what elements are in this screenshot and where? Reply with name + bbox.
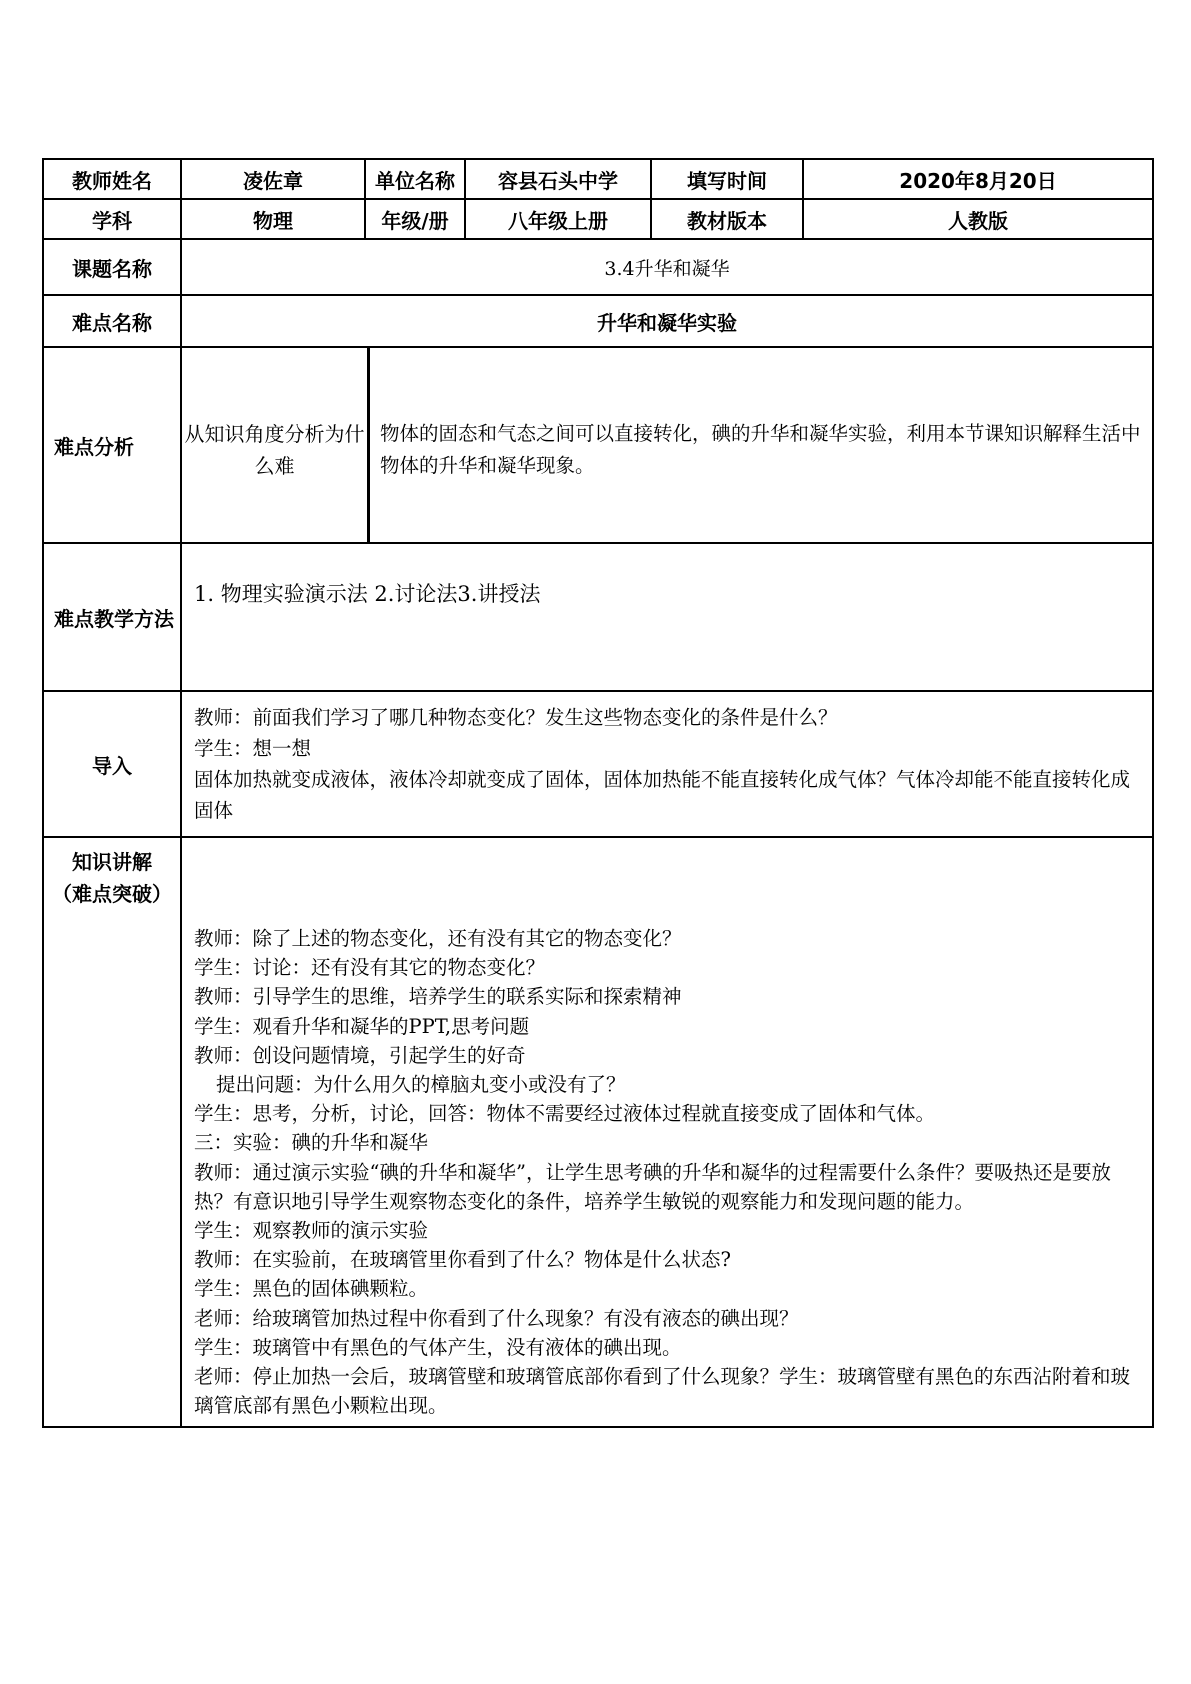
- knowledge-line: 老师：停止加热一会后，玻璃管壁和玻璃管底部你看到了什么现象？学生：玻璃管壁有黑色的东西沾附着和玻璃管底部有黑色小颗粒出现。: [194, 1365, 1131, 1418]
- topic-row: [43, 239, 1153, 295]
- analysis-label: 难点分析: [43, 347, 181, 543]
- teacher-name-value: 凌佐章: [181, 159, 365, 199]
- knowledge-line: 学生：讨论：还有没有其它的物态变化？: [194, 956, 546, 980]
- knowledge-line: 三：实验：碘的升华和凝华: [194, 1131, 429, 1155]
- header-row-2: [43, 199, 1153, 239]
- teacher-name-label: 教师姓名: [43, 159, 181, 199]
- knowledge-line: 教师：引导学生的思维，培养学生的联系实际和探索精神: [194, 985, 682, 1009]
- lesson-plan-table: [42, 158, 1154, 1428]
- topic-value: 3.4升华和凝华: [181, 239, 1153, 295]
- unit-name-label: 单位名称: [365, 159, 465, 199]
- intro-line: 学生：想一想: [194, 737, 312, 760]
- grade-value: 八年级上册: [465, 199, 651, 239]
- knowledge-line: 学生：黑色的固体碘颗粒。: [194, 1277, 429, 1301]
- analysis-row: [43, 347, 1153, 543]
- unit-name-value: 容县石头中学: [465, 159, 651, 199]
- difficulty-row: [43, 295, 1153, 347]
- knowledge-line: 学生：思考，分析，讨论，回答：物体不需要经过液体过程就直接变成了固体和气体。: [194, 1102, 936, 1126]
- subject-label: 学科: [43, 199, 181, 239]
- analysis-sub-label: 从知识角度分析为什么难: [182, 348, 370, 542]
- intro-label: 导入: [43, 691, 181, 837]
- knowledge-line: 学生：观看升华和凝华的PPT,思考问题: [194, 1014, 530, 1038]
- analysis-content-cell: [181, 347, 1153, 543]
- difficulty-label: 难点名称: [43, 295, 181, 347]
- method-row: [43, 543, 1153, 691]
- knowledge-row: [43, 837, 1153, 1427]
- intro-line: 教师：前面我们学习了哪几种物态变化？发生这些物态变化的条件是什么？: [194, 706, 838, 729]
- knowledge-content: [181, 837, 1153, 1427]
- subject-value: 物理: [181, 199, 365, 239]
- topic-label: 课题名称: [43, 239, 181, 295]
- edition-label: 教材版本: [651, 199, 803, 239]
- knowledge-line: 教师：除了上述的物态变化，还有没有其它的物态变化？: [194, 927, 682, 950]
- analysis-text: 物体的固态和气态之间可以直接转化，碘的升华和凝华实验，利用本节课知识解释生活中物体的升华和凝华现象。: [380, 422, 1141, 477]
- knowledge-label-line2: （难点突破）: [52, 882, 172, 906]
- method-text: 1. 物理实验演示法 2.讨论法3.讲授法: [181, 543, 1153, 691]
- grade-label: 年级/册: [365, 199, 465, 239]
- fill-date-label: 填写时间: [651, 159, 803, 199]
- knowledge-line: 教师：在实验前，在玻璃管里你看到了什么？物体是什么状态?: [194, 1248, 731, 1272]
- knowledge-line: 教师：通过演示实验“碘的升华和凝华”，让学生思考碘的升华和凝华的过程需要什么条件？要吸热还是要放热？有意识地引导学生观察物态变化的条件，培养学生敏锐的观察能力和发现问题的能力。: [194, 1160, 1111, 1213]
- method-label: 难点教学方法: [43, 543, 181, 691]
- knowledge-label-line1: 知识讲解: [72, 850, 152, 874]
- difficulty-value: 升华和凝华实验: [181, 295, 1153, 347]
- intro-line: 固体加热就变成液体，液体冷却就变成了固体，固体加热能不能直接转化成气体？气体冷却能不能直接转化成固体: [194, 768, 1131, 822]
- knowledge-label: [43, 837, 181, 1427]
- intro-row: [43, 691, 1153, 837]
- edition-value: 人教版: [803, 199, 1153, 239]
- knowledge-line: 学生：玻璃管中有黑色的气体产生，没有液体的碘出现。: [194, 1335, 682, 1359]
- fill-date-value: 2020年8月20日: [803, 159, 1153, 199]
- knowledge-line: 学生：观察教师的演示实验: [194, 1219, 429, 1243]
- knowledge-line: 教师：创设问题情境，引起学生的好奇: [194, 1043, 526, 1067]
- header-row-1: [43, 159, 1153, 199]
- knowledge-line: 提出问题：为什么用久的樟脑丸变小或没有了？: [216, 1073, 626, 1097]
- knowledge-line: 老师：给玻璃管加热过程中你看到了什么现象？有没有液态的碘出现？: [194, 1306, 799, 1330]
- intro-content: [181, 691, 1153, 837]
